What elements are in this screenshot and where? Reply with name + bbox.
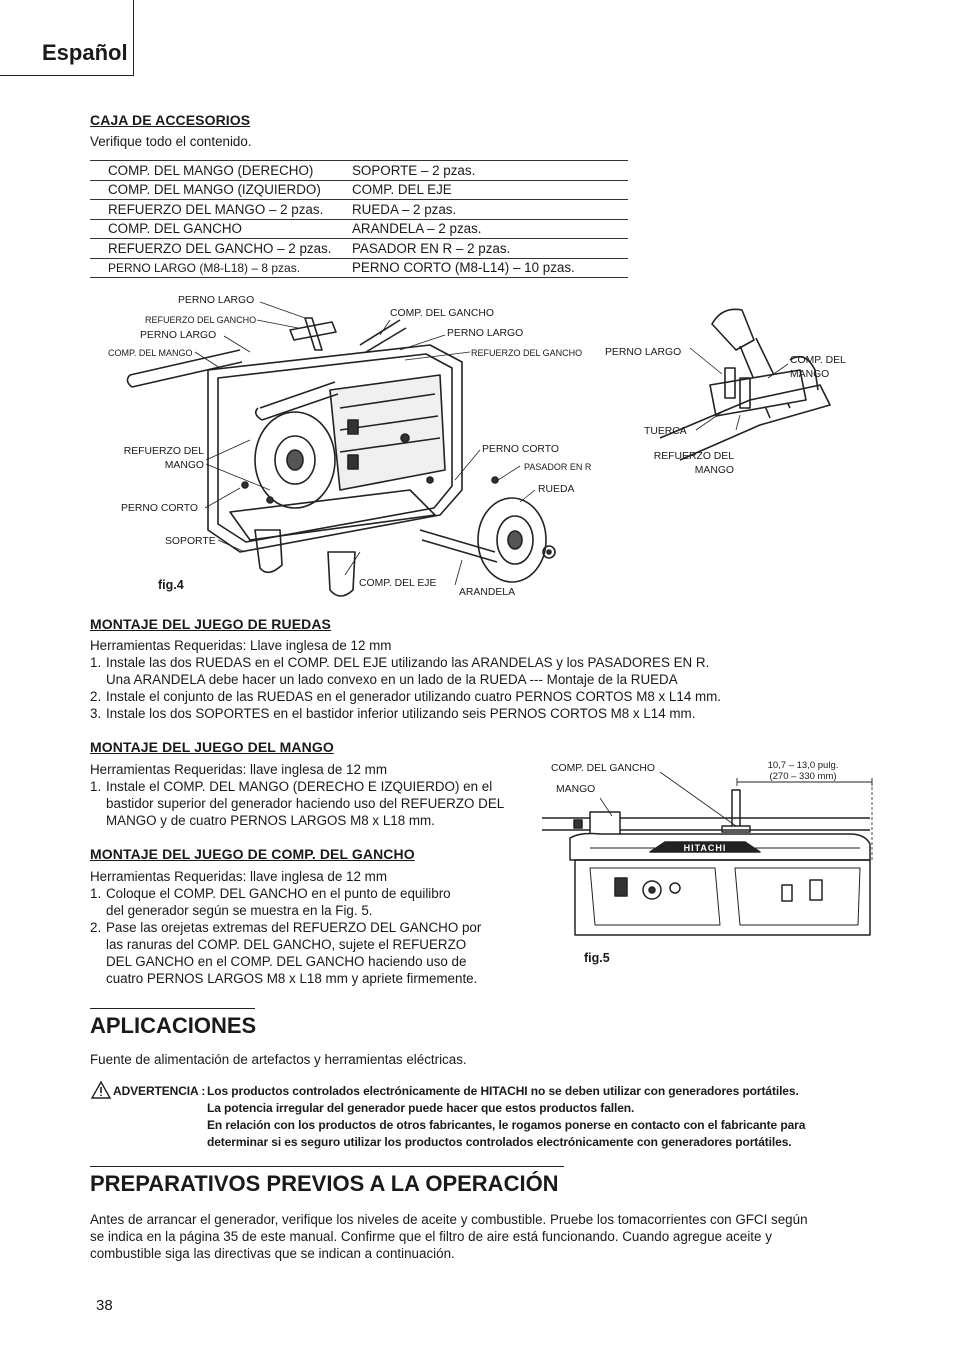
label-line: REFUERZO DEL [123,446,204,457]
label-line: REFUERZO DEL [653,451,734,462]
fig5-label-comp-gancho: COMP. DEL GANCHO [551,763,655,774]
label-refuerzo-gancho-left: REFUERZO DEL GANCHO [145,315,257,325]
wheels-section [90,637,850,722]
step-text: Instale las dos RUEDAS en el COMP. DEL EJE utilizando las ARANDELAS y los PASADORES EN R. [106,655,710,670]
table-cell: COMP. DEL MANGO (DERECHO) [90,161,352,181]
warning-line: En relación con los productos de otros fabricantes, le rogamos ponerse en contacto con el fabricante para [207,1118,806,1132]
list-item [90,688,850,705]
hook-title: MONTAJE DEL JUEGO DE COMP. DEL GANCHO [90,846,415,862]
table-cell: REFUERZO DEL GANCHO – 2 pzas. [90,239,352,259]
label-perno-largo-right: PERNO LARGO [447,328,524,339]
warning-line: La potencia irregular del generador puede hacer que estos productos fallen. [207,1101,635,1115]
table-cell: PERNO LARGO (M8-L18) – 8 pzas. [90,258,352,278]
wheels-steps [90,654,850,722]
list-item [90,919,545,987]
paragraph-line: Antes de arrancar el generador, verifique los niveles de aceite y combustible. Pruebe los tomacorrientes con GFCI según [90,1212,808,1227]
accessories-table [90,160,628,278]
language-tab [0,0,134,76]
handle-title: MONTAJE DEL JUEGO DEL MANGO [90,739,334,755]
step-text: Pase las orejetas extremas del REFUERZO DEL GANCHO por [106,920,482,935]
handle-section [90,761,540,829]
fig5-brand-logo: HITACHI [683,843,727,853]
dimension-line: (270 – 330 mm) [769,771,837,782]
language-label: Español [42,40,128,65]
table-cell: COMP. DEL EJE [352,180,628,200]
handle-tools: Herramientas Requeridas: llave inglesa de 12 mm [90,762,387,777]
fig5-dimension [748,760,858,782]
paragraph-line: se indica en la página 35 de este manual. Confirme que el filtro de aire está funcionando. Cuando agregue aceite y [90,1229,772,1244]
table-row [90,180,628,200]
step-text: del generador según se muestra en la Fig. 5. [106,903,373,918]
list-item [90,654,850,688]
table-cell: ARANDELA – 2 pzas. [352,219,628,239]
label-line: MANGO [694,465,734,476]
table-cell: RUEDA – 2 pzas. [352,200,628,220]
step-text: Coloque el COMP. DEL GANCHO en el punto de equilibro [106,886,451,901]
label-soporte: SOPORTE [165,536,216,547]
step-number: 2. [90,920,102,935]
label-line: COMP. DEL [790,355,846,366]
fig4-caption: fig.4 [158,578,184,592]
accessories-intro: Verifique todo el contenido. [90,134,252,149]
fig5-caption: fig.5 [584,951,610,965]
table-cell: SOPORTE – 2 pzas. [352,161,628,181]
paragraph-line: combustible siga las directivas que se indican a continuación. [90,1246,455,1261]
label-refuerzo-gancho-right: REFUERZO DEL GANCHO [471,348,583,358]
label-arandela: ARANDELA [459,587,516,598]
table-row [90,200,628,220]
table-cell: REFUERZO DEL MANGO – 2 pzas. [90,200,352,220]
label-detail-refuerzo [638,451,734,477]
preparation-title: PREPARATIVOS PREVIOS A LA OPERACIÓN [90,1166,564,1199]
step-number: 2. [90,689,102,704]
label-line: MANGO [164,460,204,471]
warning-text [207,1083,907,1151]
label-perno-largo-top: PERNO LARGO [178,295,255,306]
step-text: MANGO y de cuatro PERNOS LARGOS M8 x L18 mm. [106,813,435,828]
applications-title: APLICACIONES [90,1008,255,1041]
step-number: 1. [90,655,102,670]
table-row [90,258,628,278]
label-pasador: PASADOR EN R [524,462,592,472]
table-row [90,161,628,181]
step-number: 1. [90,886,102,901]
page-number: 38 [96,1297,113,1314]
warning-line: Los productos controlados electrónicamente de HITACHI no se deben utilizar con generadores portátiles. [207,1084,799,1098]
step-text: cuatro PERNOS LARGOS M8 x L18 mm y apriete firmemente. [106,971,478,986]
list-item [90,885,545,919]
label-perno-corto-left: PERNO CORTO [121,503,198,514]
applications-text: Fuente de alimentación de artefactos y herramientas eléctricas. [90,1052,467,1067]
label-refuerzo-mango [108,446,204,472]
step-text: Instale los dos SOPORTES en el bastidor inferior utilizando seis PERNOS CORTOS M8 x L14 mm. [106,706,696,721]
wheels-tools: Herramientas Requeridas: Llave inglesa de 12 mm [90,638,392,653]
label-comp-eje: COMP. DEL EJE [359,578,437,589]
hook-section [90,868,545,987]
warning-label: ADVERTENCIA : [113,1084,206,1098]
list-item [90,778,540,829]
table-cell: COMP. DEL GANCHO [90,219,352,239]
hook-tools: Herramientas Requeridas: llave inglesa de 12 mm [90,869,387,884]
handle-steps [90,778,540,829]
warning-line: determinar si es seguro utilizar los productos controlados electrónicamente con generadores portátiles. [207,1135,792,1149]
table-cell: PERNO CORTO (M8-L14) – 10 pzas. [352,258,628,278]
table-cell: COMP. DEL MANGO (IZQUIERDO) [90,180,352,200]
accessories-title: CAJA DE ACCESORIOS [90,112,251,128]
label-line: MANGO [790,369,830,380]
table-row [90,239,628,259]
label-detail-tuerca: TUERCA [644,426,687,437]
warning-icon [91,1081,111,1099]
label-rueda: RUEDA [538,484,575,495]
step-text: Instale el conjunto de las RUEDAS en el generador utilizando cuatro PERNOS CORTOS M8 x L14 mm. [106,689,722,704]
step-number: 3. [90,706,102,721]
step-number: 1. [90,779,102,794]
step-text: las ranuras del COMP. DEL GANCHO, sujete el REFUERZO [106,937,467,952]
list-item [90,705,850,722]
label-detail-perno-largo: PERNO LARGO [605,347,682,358]
label-comp-gancho: COMP. DEL GANCHO [390,308,494,319]
dimension-line: 10,7 – 13,0 pulg. [767,760,839,771]
fig5-label-mango: MANGO [556,784,596,795]
step-text: bastidor superior del generador haciendo uso del REFUERZO DEL [106,796,505,811]
step-text: Instale el COMP. DEL MANGO (DERECHO E IZQUIERDO) en el [106,779,493,794]
step-text: DEL GANCHO en el COMP. DEL GANCHO haciendo uso de [106,954,467,969]
preparation-text [90,1211,890,1262]
label-comp-mango-left: COMP. DEL MANGO [108,348,193,358]
table-cell: PASADOR EN R – 2 pzas. [352,239,628,259]
step-text: Una ARANDELA debe hacer un lado convexo en un lado de la RUEDA --- Montaje de la RUEDA [106,672,678,687]
table-row [90,219,628,239]
wheels-title: MONTAJE DEL JUEGO DE RUEDAS [90,616,331,632]
hook-steps [90,885,545,987]
label-perno-largo-left: PERNO LARGO [140,330,217,341]
label-perno-corto-right: PERNO CORTO [482,444,559,455]
label-detail-comp-mango [790,355,846,381]
